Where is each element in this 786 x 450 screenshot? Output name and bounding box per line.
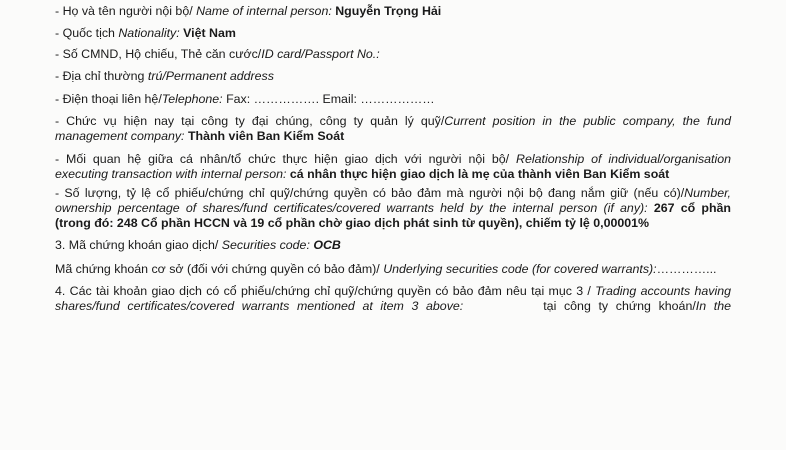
address-label-vi: - Địa chỉ thường: [55, 69, 148, 83]
position-line-1: - Chức vụ hiện nay tại công ty đại chúng, công ty quản lý quỹ/Current position in the public company, the fund: [55, 114, 731, 128]
nationality-value: Việt Nam: [183, 26, 236, 40]
underlying-securities-code: [55, 262, 735, 277]
underlying-label-vi: Mã chứng khoán cơ sở (đối với chứng quyền có bảo đảm)/: [55, 262, 384, 276]
internal-person-name: [55, 4, 735, 19]
name-label-en: Name of internal person:: [196, 4, 332, 18]
id-card-label-en: ID card/Passport No.:: [261, 47, 380, 61]
name-value: Nguyễn Trọng Hải: [335, 4, 442, 18]
holdings-line-3: [55, 216, 731, 231]
telephone: [55, 92, 735, 107]
underlying-dots: …………...: [656, 262, 717, 276]
securities-code-value: OCB: [313, 238, 341, 252]
holdings-value: 267 cổ phần: [653, 201, 731, 215]
name-label-vi: - Họ và tên người nội bộ/: [55, 4, 197, 18]
relationship-value: cá nhân thực hiện giao dịch là mẹ của thành viên Ban Kiểm soát: [289, 167, 670, 181]
trading-accounts: [55, 284, 731, 314]
accounts-line-1: 4. Các tài khoản giao dịch có cổ phiếu/chứng chỉ quỹ/chứng quyền có bảo đảm nêu tại mục 3 / Trading accounts having: [55, 284, 731, 298]
id-card: [55, 47, 735, 62]
phone-label-en: Telephone:: [161, 92, 223, 106]
holdings-line-2: ownership percentage of shares/fund certificates/covered warrants held by the internal person (if any): 267 cổ phần: [55, 201, 731, 215]
permanent-address: [55, 69, 735, 84]
nationality-label-en: Nationality:: [118, 26, 180, 40]
phone-label-vi: - Điện thoại liên hệ/: [55, 92, 162, 106]
accounts-line-2: shares/fund certificates/covered warrants mentioned at item 3 above: tại công ty chứng khoán/In the: [55, 299, 731, 313]
securities-code: [55, 238, 735, 253]
relationship-line-2: executing transaction with internal person: cá nhân thực hiện giao dịch là mẹ của thành viên Ban Kiểm soát: [55, 167, 670, 181]
securities-code-label-en: Securities code:: [221, 238, 310, 252]
address-label-en: trú/Permanent address: [147, 69, 274, 83]
holdings-detail: (trong đó: 248 Cổ phần HCCN và 19 cổ phần chờ giao dịch phát sinh từ quyền), chiếm tỷ lệ 0,00001%: [55, 216, 650, 230]
id-card-label-vi: - Số CMND, Hộ chiếu, Thẻ căn cước/: [55, 47, 262, 61]
holdings-line-1: - Số lượng, tỷ lệ cổ phiếu/chứng chỉ quỹ/chứng quyền có bảo đảm mà người nội bộ đang nắm giữ (nếu có)/Number,: [55, 186, 731, 200]
position-value: Thành viên Ban Kiểm Soát: [187, 129, 345, 143]
fax-email: Fax: ……………. Email: ………………: [222, 92, 435, 106]
position-line-2: management company: Thành viên Ban Kiểm Soát: [55, 129, 345, 143]
underlying-label-en: Underlying securities code (for covered warrants):: [383, 262, 657, 276]
relationship-line-1: - Mối quan hệ giữa cá nhân/tổ chức thực hiện giao dịch với người nội bộ/ Relationship of individual/organisation: [55, 152, 732, 166]
nationality-label-vi: - Quốc tịch: [55, 26, 119, 40]
holdings: [55, 186, 731, 231]
current-position: [55, 114, 731, 144]
relationship: [55, 152, 731, 182]
securities-code-label-vi: 3. Mã chứng khoán giao dịch/: [55, 238, 222, 252]
nationality: [55, 26, 735, 41]
